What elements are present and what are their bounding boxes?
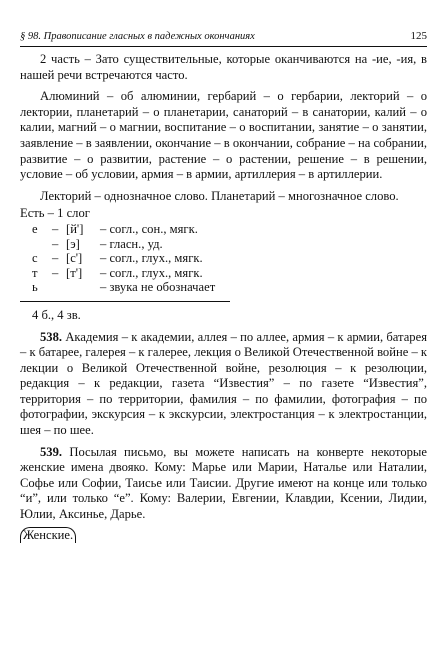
exercise-539 <box>20 445 427 523</box>
page-header <box>20 30 427 42</box>
syllable-line: Есть – 1 слог <box>20 206 90 221</box>
phonetic-row: – [э] – гласн., уд. <box>52 236 163 251</box>
phonetic-analysis <box>20 222 427 295</box>
exercise-number: 539. <box>40 444 63 459</box>
letters-sounds-count: 4 б., 4 зв. <box>32 307 81 322</box>
page-number: 125 <box>410 30 427 42</box>
divider <box>20 301 230 302</box>
section-title: § 98. Правописание гласных в падежных окончаниях <box>20 31 255 42</box>
phonetic-row: с – [с'] – согл., глух., мягк. <box>32 251 203 266</box>
footer-line <box>20 527 427 544</box>
paragraph-part2: 2 часть – Зато существительные, которые оканчиваются на -ие, -ия, в нашей речи встречаются часто. <box>20 52 427 82</box>
exercise-text: Посылая письмо, вы можете написать на конверте некоторые женские имена двояко. Кому: Марье или Марии, Наталье или Наталии, Софье или Софии, Таисье или Таисии. Другие имеют на конце или только “и”, или только “е”. Кому: Валерии, Евгении, Клавдии, Ксении, Лидии, Юлии, Аксинье, Дарье. <box>20 444 427 522</box>
phonetic-row: ь – звука не обозначает <box>32 280 216 295</box>
paragraph-examples: Алюминий – об алюминии, гербарий – о гербарии, лекторий – о лектории, планетарий – о планетарии, санаторий – в санатории, калий – о калии, магний – о магнии, воспитание – о воспитании, занятие – о занятии, заявление – в заявлении, окончание – в окончании, собрание – на собрании, развитие – о развитии, растение – о растении, решение – в решении, условие – об условии, армия – в армии, артиллерия – в артиллерии. <box>20 89 427 182</box>
phonetic-row: е – [й'] – согл., сон., мягк. <box>32 221 198 236</box>
page-body <box>20 52 427 543</box>
root-marked-word: Женские. <box>20 527 76 544</box>
exercise-538 <box>20 330 427 439</box>
exercise-text: Академия – к академии, аллея – по аллее, армия – к армии, батарея – к батарее, галерея – к галерее, лекция о Великой Отечественной войне – к лекции о Великой Отечественной войне, резолюция – к резолюции, редакция – к редакции, газета “Известия” – по газете “Известия”, территория – по территории, фамилия – по фамилии, фотография – по фотографии, экскурсия – к экскурсии, электростанция – к электростанции, шея – по шее. <box>20 329 428 438</box>
exercise-number: 538. <box>40 329 63 344</box>
header-rule <box>20 46 427 47</box>
paragraph-meaning: Лекторий – однозначное слово. Планетарий – многозначное слово. <box>40 188 399 203</box>
phonetic-row: т – [т'] – согл., глух., мягк. <box>32 265 203 280</box>
